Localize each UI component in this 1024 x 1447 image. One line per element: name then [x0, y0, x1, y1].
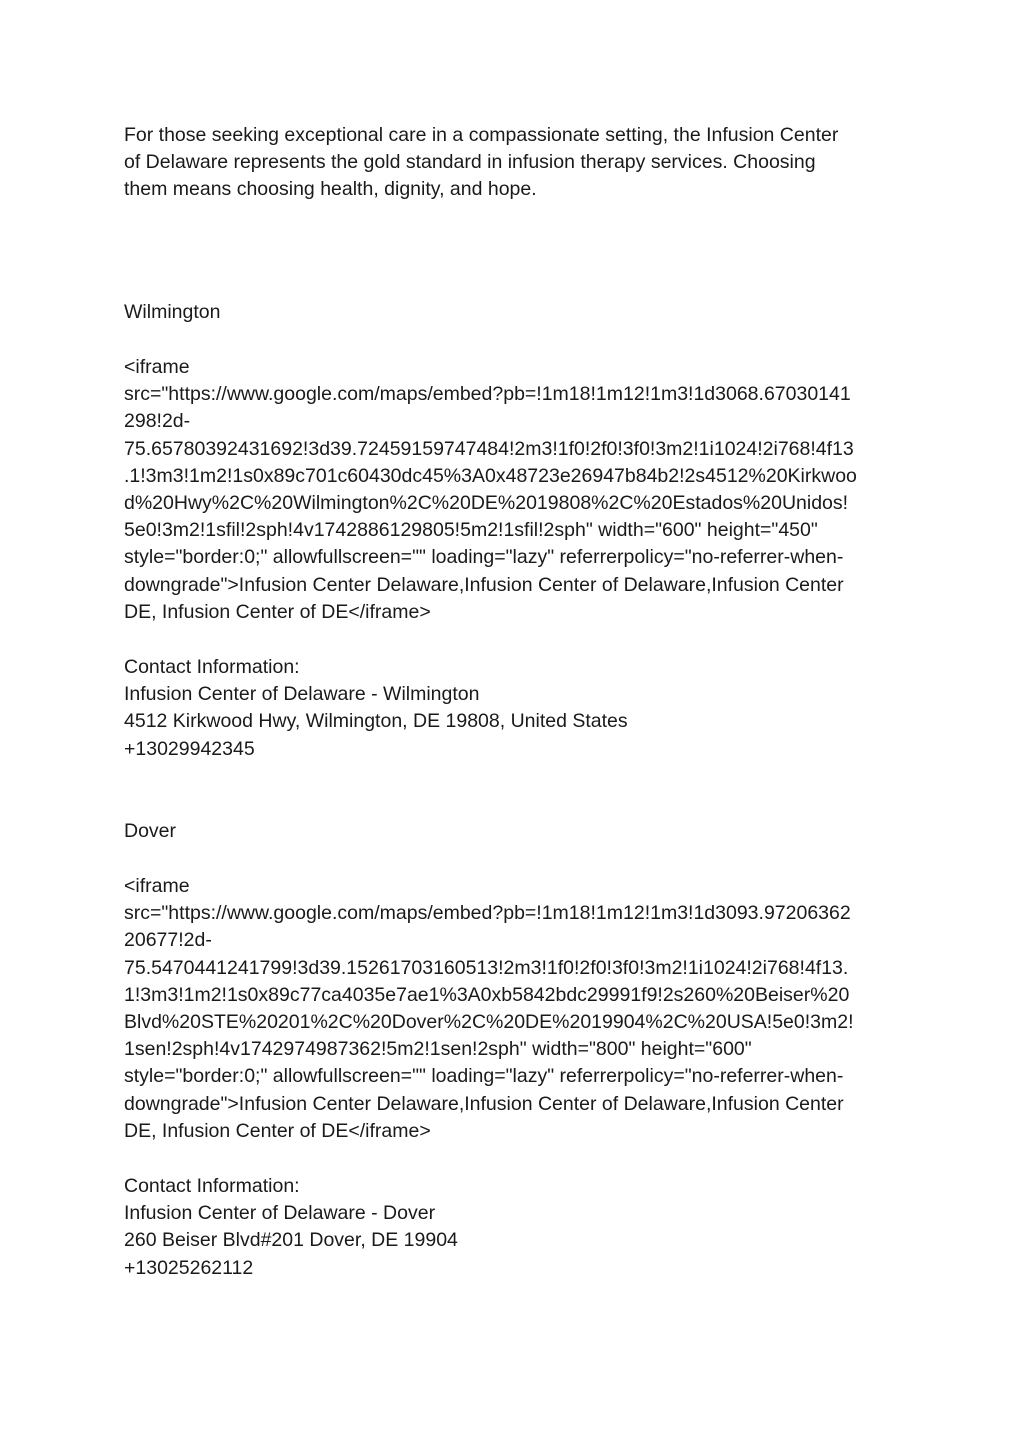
embed-code-line: 20677!2d- [124, 929, 212, 952]
embed-code-line: 1sen!2sph!4v1742974987362!5m2!1sen!2sph" width="800" height="600" [124, 1038, 752, 1061]
embed-code-line: d%20Hwy%2C%20Wilmington%2C%20DE%2019808%2C%20Estados%20Unidos! [124, 491, 849, 514]
embed-code-line: <iframe [124, 356, 190, 378]
embed-code-line: 298!2d- [124, 410, 191, 433]
embed-code-line: Blvd%20STE%20201%2C%20Dover%2C%20DE%2019904%2C%20USA!5e0!3m2! [124, 1010, 854, 1033]
intro-paragraph [124, 122, 914, 204]
embed-code-line: 75.65780392431692!3d39.72459159747484!2m3!1f0!2f0!3f0!3m2!1i1024!2i768!4f13 [124, 437, 854, 460]
dover-embed-code [124, 873, 914, 1145]
embed-code-line: 1!3m3!1m2!1s0x89c77ca4035e7ae1%3A0xb5842bdc29991f9!2s260%20Beiser%20 [124, 983, 850, 1006]
embed-code-line: src="https://www.google.com/maps/embed?pb=!1m18!1m12!1m3!1d3093.97206362 [124, 902, 851, 925]
contact-name: Infusion Center of Delaware - Wilmington [124, 683, 480, 706]
embed-code-line: style="border:0;" allowfullscreen="" loading="lazy" referrerpolicy="no-referrer-when- [124, 1065, 844, 1088]
contact-phone: +13029942345 [124, 737, 255, 760]
embed-code-line: src="https://www.google.com/maps/embed?pb=!1m18!1m12!1m3!1d3068.67030141 [124, 383, 851, 406]
embed-code-line: DE, Infusion Center of DE</iframe> [124, 1119, 431, 1142]
location-heading: Wilmington [124, 301, 221, 323]
embed-code-line: .1!3m3!1m2!1s0x89c701c60430dc45%3A0x48723e26947b84b2!2s4512%20Kirkwoo [124, 464, 857, 487]
embed-code-line: style="border:0;" allowfullscreen="" loading="lazy" referrerpolicy="no-referrer-when- [124, 546, 844, 569]
wilmington-contact-block [124, 654, 914, 763]
dover-contact-block [124, 1173, 914, 1282]
embed-code-line: downgrade">Infusion Center Delaware,Infusion Center of Delaware,Infusion Center [124, 1092, 844, 1115]
wilmington-embed-code [124, 354, 914, 626]
location-heading: Dover [124, 820, 177, 842]
embed-code-line: DE, Infusion Center of DE</iframe> [124, 600, 431, 623]
intro-line: them means choosing health, dignity, and hope. [124, 178, 537, 201]
contact-phone: +13025262112 [124, 1256, 254, 1279]
contact-address: 4512 Kirkwood Hwy, Wilmington, DE 19808, United States [124, 710, 628, 733]
intro-line: For those seeking exceptional care in a compassionate setting, the Infusion Center [124, 124, 839, 146]
intro-line: of Delaware represents the gold standard in infusion therapy services. Choosing [124, 151, 816, 174]
embed-code-line: downgrade">Infusion Center Delaware,Infusion Center of Delaware,Infusion Center [124, 573, 844, 596]
embed-code-line: 75.5470441241799!3d39.15261703160513!2m3!1f0!2f0!3f0!3m2!1i1024!2i768!4f13. [124, 956, 849, 979]
embed-code-line: <iframe [124, 875, 190, 897]
dover-heading [124, 818, 914, 845]
contact-label: Contact Information: [124, 656, 300, 678]
contact-label: Contact Information: [124, 1175, 300, 1197]
contact-name: Infusion Center of Delaware - Dover [124, 1202, 436, 1225]
embed-code-line: 5e0!3m2!1sfil!2sph!4v1742886129805!5m2!1sfil!2sph" width="600" height="450" [124, 519, 818, 542]
contact-address: 260 Beiser Blvd#201 Dover, DE 19904 [124, 1229, 458, 1252]
wilmington-heading [124, 299, 914, 326]
